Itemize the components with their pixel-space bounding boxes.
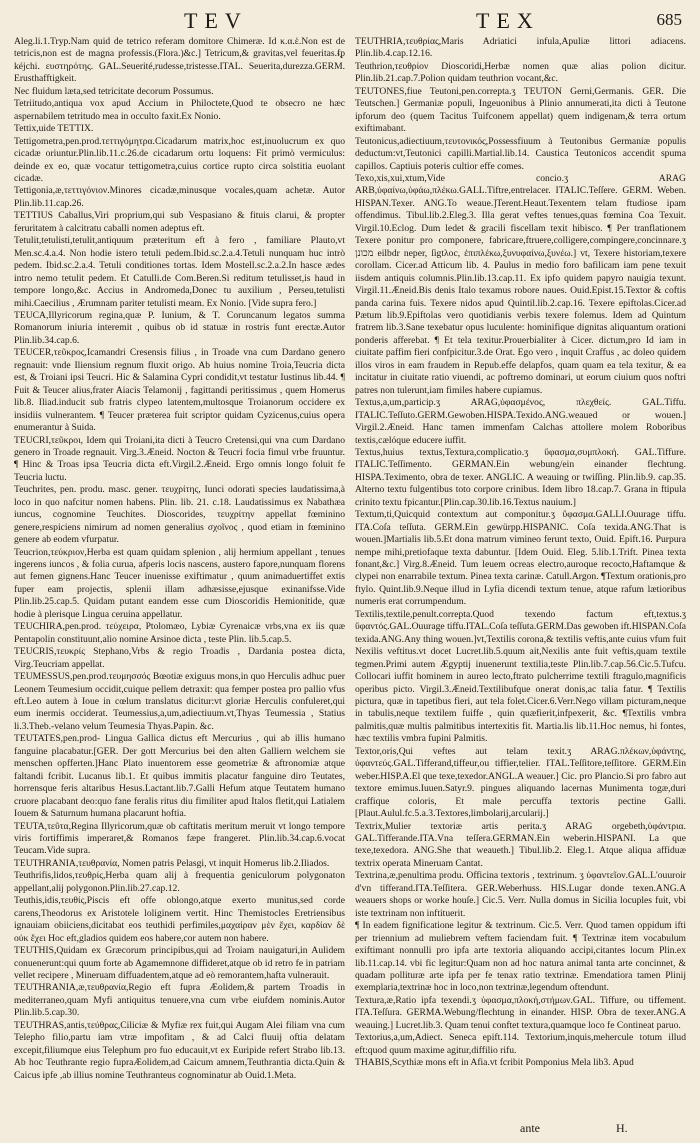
dictionary-entry: Tettigonia,æ,τεττιγόνιον.Minores cicadæ,minusque vocales,quam achetæ. Autor Plin.lib.11.cap.26.	[14, 185, 345, 209]
dictionary-entry: TEUTONES,fiue Teutoni,pen.correpta.ʒ TEUTON Gerni,Germanis. GER. Die Teutschen.] Germaniæ populi, Ingeuonibus à Plinio annumerati,ita dicti à Teutone ipforum deo (quem Tacitus Tuifconem appellat) quem indigenam,& terra ortum exiftimabant.	[355, 85, 686, 135]
dictionary-entry: Textilis,textile,penult.correpta.Quod texendo factum eft,textus.ʒ ὕφαντός.GAL.Ouurage tiffu.ITAL.Coſa teſſuta.GERM.Das gewoben ift.HISPAN.Coſa texida.ANG.Any thing wouen.]vt,Textilis corona,& textilis veftis,ante cuius vfum fuit Nexilis veftitus.vt docet Lucret.lib.5.quum ait,Nexilis ante fuit veftis,quam textile tegmen.Primi autem Ægyptij inuenerunt textilia,teste Plin.lib.7.cap.56.Cic.5.Tufcu. Collocari iuffit hominem in aureo lecto,ftrato pulcherrime textili ftragulo,magnificis operibus picto. Virgil.3.Æneid.Textilibufque onerat donis,ac talia fatur. ¶ Textilis pictura, quæ in tapetibus fieri, aut tela folet.Cicer.6.Verr.Nego villam picturam,neque in tabulis,neque textilem fuiffe , quin quæfierit,infpexerit, &c. ¶Textilis vmbra palmitis,quæ multis palmitibus intertexitis fit. Martia.lis lib.11.Hoc nemus, hi fontes, hæc textilis vmbra fupini Palmitis.	[355, 608, 686, 745]
dictionary-entry: Teuthrion,τευθρίον Dioscoridi,Herbæ nomen quæ alias polion dicitur. Plin.lib.21.cap.7.Polion quidam teuthrion vocant,&c.	[355, 60, 686, 85]
dictionary-entry: TEUMESSUS,pen.prod.τευμησσός Bœotiæ exiguus mons,in quo Herculis adhuc puer Leonem Teumesium occidit,cuique pellem detraxit: qua femper postea pro pallio vfus eft.Leo autem à Ioue in cœlum translatus dicitur:vt gloriæ Herculis confuleret,qui eum inermis occiderat. Teumessius,a,um,adiectiuum.vt,Thyas Teumessia , Statius li.3.Theb.-velano velum Teumesia Thyas.Papin. &c.	[14, 671, 345, 732]
dictionary-entry: Textura,æ,Ratio ipfa texendi.ʒ ὑφασμα,πλοκή,στήμων.GAL. Tiffure, ou tiffement. ITA.Teſſura. GERMA.Webung/flechtung in einander. HISP. Obra de texer.ANG.A weauing.] Lucret.lib.3. Quam tenui conftet textura,quamque loco fe Contineat paruo.	[355, 994, 686, 1031]
dictionary-entry: Textrina,æ,penultima produ. Officina textoris , textrinum. ʒ ὑφαντεῖον.GAL.L'ouuroir d'vn tifferand.ITA.Teſſitera. GER.Weberhuss. HIS.Lugar donde texen.ANG.A weauers shops or worke houſe.] Cic.5. Verr. Nulla domus in Sicilia locuples fuit, vbi iste textrinam non inftituerit.	[355, 870, 686, 919]
dictionary-entry: Tettigometra,pen.prod.τεττιγόμητρα.Cicadarum matrix,hoc est,inuolucrum ex quo cicadæ oriuntur.Plin.lib.11.c.26.de cicadarum ortu loquens: Fit primò vermiculus: deinde ex eo, quæ vocatur tettigometra,cuius cortice rupto circa solstitia euolant cicadæ.	[14, 135, 345, 184]
dictionary-entry: TEUCRIS,τευκρίς Stephano,Vrbs & regio Troadis , Dardania postea dicta, Virg.Teucriam appellat.	[14, 646, 345, 670]
dictionary-entry: Nec fluidum læta,sed tetricitate decorum Possumus.	[14, 85, 214, 97]
dictionary-entry: Textrix,Mulier textoriæ artis perita.ʒ ARAG orgebeth,ὑφάντρια. GAL.Tifferande.ITA.Vna teſſera.GERMAN.Ein weberin.HISPANI. La que texe,texedora. ANG.She that weaueth.] Tibul.lib.2. Eleg.1. Atque aliqua affiduæ textrix operata Mineruam Cantat.	[355, 820, 686, 869]
catchword-ante: ante	[520, 1121, 540, 1135]
dictionary-entry: Teucrion,τεύκριον,Herba est quam quidam splenion , alij hermium appellant , tenues ingerens iuncos , & folia curua, afperis locis nascens, austero fapore,nunquam florens aut femen gignens.Hanc Teucer inuenisse exiftimatur , quum animaduertiffet extis fuper eam projectis, splenii illam adhæsisse,ejusque exinanifsse.Vide Plin.lib.25.cap.5. Quidam putant eandem esse cum Dioscoridis Hemionitide, quæ hodie à plerisque Lingua ceruina appellatur.	[14, 546, 345, 620]
running-head-left: TEV	[184, 8, 248, 33]
running-head-right: TEX	[476, 8, 540, 33]
dictionary-entry: TEUCA,Illyricorum regina,quæ P. Iunium, & T. Coruncanum legatos summa Romanorum iniuria interemit , quibus ob id statuæ in rostris funt erectæ.Autor Plin.lib.34.cap.6.	[14, 309, 345, 346]
text-columns	[14, 36, 686, 1117]
dictionary-entry: Tetulit,tetulisti,tetulit,antiquum præteritum eft à fero , familiare Plauto,vt Men.sc.4.a.4. Non hodie istero tetuli pedem.Ibid.sc.2.a.4.Tetuli nunquam huc intrò pedem. Ibid.sc.2.a.4. Tetuli conditiones tortas. Idem Mostell.sc.2.a.2.In hasce ædes intro nemo tetulit pedem. Et Catulli.de Com.Beren.Si reditum tetulisset,is haud in tempore longo,&c. Accius in Andromeda,Donec tu auxilium , Perseu,tetulisti mihi.Caecilius , Ærumnam pariter tetulisti meam. Ex Nonio. [Vide supra fero.]	[14, 235, 345, 309]
dictionary-entry: TEUCER,τεῦκρος,Icamandri Cresensis filius , in Troade vna cum Dardano genero regnauit: vnde Iliensium regnum fluxit origo. Ab huius nomine Troia,Teucria dicta est, & Troiani ipsi Teucri. Hic & Salamina Cypri condidit,vt testatur Iustinus lib.44. ¶ Fuit & Teucer alius,frater Aiacis Telamonij , fagittandi peritissimus , quem Homerus lib.8. Iliad.inducit sub fratris clypeo latentem,multosque Troianorum occidere ex insidiis vulnerantem. ¶ Teucer præterea fuit scriptor quidam Cyzicenus,cuius opera enumerantur à Suida.	[14, 347, 345, 434]
dictionary-entry: Textorius,a,um,Adiect. Seneca epift.114. Textorium,inquis,mehercule totum illud eft:quod quum maxime agitur,diffilio rifu.	[355, 1032, 686, 1056]
catchword-h: H.	[616, 1121, 628, 1135]
signature-line	[0, 1121, 700, 1137]
dictionary-entry: TEUCRI,τεῦκροι, Idem qui Troiani,ita dicti à Teucro Cretensi,qui vna cum Dardano genero in Troade regnauit. Virg.3.Æneid. Nocton & Teucri focia fimul vrbe fruuntur. ¶ Hinc & Troas ipsa Teucria dicta eft.Virgil.2.Æneid. Ergo omnis longo foluit fe Teucria luctu.	[14, 434, 345, 483]
dictionary-entry: Textus,a,um,particip.ʒ ARAG,ὑφασμένος, πλεχθείς. GAL.Tiffu. ITALIC.Teſſuto.GERM.Gewoben.HISPA.Texido.ANG.weaued or wouen.] Virgil.2.Æneid. Hanc tamen immenfam Calchas attollere molem Roboribus textis,cælóque educere iuffit.	[355, 397, 686, 446]
dictionary-entry: TEUTHRIA,τευθρίας,Maris Adriatici infula,Apuliæ littori adiacens. Plin.lib.4.cap.12.16.	[355, 36, 686, 60]
dictionary-entry: TEUTHIS,Quidam ex Græcorum principibus,qui ad Troiam nauigaturi,in Aulidem conuenerunt:qui quum forte ab Agamemnone diffideret,atque ob id retro fe in patriam vellet recipere , Mineruam diffuadentem,atque ad eò remorantem,hafta vulnerauit.	[14, 945, 345, 981]
dictionary-entry: Tettix,uide TETTIX.	[14, 123, 94, 135]
dictionary-entry: TETTIUS Caballus,Viri proprium,qui sub Vespasiano & fituis clarui, & propter feruritatem à calcitratu caballi nomen adeptus eft.	[14, 210, 345, 234]
dictionary-entry: Tetriitudo,antiqua vox apud Accium in Philoctete,Quod te obsecro ne hæc aspernabilem tetritudo mea in occulto faxit.Ex Nonio.	[14, 98, 345, 122]
dictionary-entry: Teuchrites, pen. produ. masc. gener. τευχρίτης, Iunci odorati species laudatissima,à loco in quo nafcitur nomen habens. Plin. lib. 21. c.18. Laudatissimus ex Nabathæa iuncus, cognomine Teuchites. Dioscorides, τευχρίτην appellat fœminino genere,respiciens nimirum ad nomen generalius σχοῖνος , quod etiam in fœminino genere ab eodem vfurpatur.	[14, 484, 345, 546]
dictionary-entry: Teuthrifis,lidos,τευθρίς,Herba quam alij à frequentia geniculorum polygonaton appellant,alij polygonon.Plin.lib.27.cap.12.	[14, 870, 345, 894]
left-column	[14, 36, 345, 1117]
dictionary-entry: Teutonicus,adiectiuum,τευτονικός,Possessfiuum à Teutonibus Germaniæ populis deductum:vt,Teutonici capilli.Martial.lib.14. Caustica Teutonicos accendit spuma capillos. Captiuis poteris cultior effe comes.	[355, 135, 686, 172]
dictionary-entry: Aleg.li.1.Tryp.Nam quid de tetrico referam domitore Chimeræ. Id κ.α.ἑ.Non est de tetricis,non est de magna professis.(Flora.)&c.] Tetricum,& gravitas,vel feueritas.ᵮᵱ kéjchi. ευστηρότης. GAL.Seuerité,rudesse,tristesse.ITAL. Seuerita,durezza.GERM. Erusthafftigkeit.	[14, 36, 345, 85]
dictionary-entry: Textus,huius textus,Textura,complicatio.ʒ ὕφασμα,συμπλοκή. GAL.Tiffure. ITALIC.Teſſimento. GERMAN.Ein webung/ein einander flechtung. HISPA.Teximento, obra de texer. ANGLIC. A weauing or twiſſing. Plin.lib.9. cap.35. Alterno textu fulgentibus toto corpore crinibus. Idem libro 18.cap.7. Grana in ftipula crinito textu fpicantur.[Plin.cap.30.lib.16.Textus nauium.]	[355, 446, 686, 508]
dictionary-entry: Texo,xis,xui,xtum,Vide concio.ʒ ARAG ARB,ὑφαίνω,ὑφάω,πλέκω.GALL.Tiftre,entrelacer. ITALIC.Teſſere. GERM. Weben. HISPAN.Texer. ANG.To weaue.]Terent.Heaut.Texentem telam ftudiose ipam offendimus. Tibul.lib.2.Eleg.3. Illa gerat veftes tenues,quas fœmina Coa Texuit. Virgil.10.Eclog. Dum ledet & gracili fiscellam texit hibisco. ¶ Per tranflationem Texere ponitur pro componere, fabricare,ftruere,colligere,compingere,concinnare.ʒ מכונן eilbdr neper, ſigtλoc, ἐπιπλέκω,ξυνυφαίνω,ξυνέω.] vt, Texere historiam,texere corollam. Cicer.ad Atticum lib. 4. Paulus in medio foro bafilicam iam pene texuit iisdem antiquis columnis.Plin.lib.13.cap.11. Ex ipfo quidem papyro nauigia texunt. Virgil.11.Æneid.Bis denis Italo texamus robore naues. Ouid.Epist.15.Textor & coftis panda carina fuis. Texere nidos apud Quintil.lib.2.cap.16. Texere epiftolas.Cicer.ad Pætum lib.9.Epiftolas vero quotidianis verbis texere folemus. Idem ad Quintum fratrem lib.3.Sane texebatur opus luculente: hominifique dignitas aliquantum orationi ponderis afferebat. ¶ Et tela texitur.Prouerbialiter à Cicer. dictum,pro Id iam in ciuitate paffim fieri confpicitur.3.de Orat. Ego vero , inquit Craffus , ac doleo quidem illos viros in eam fraudem in Repub.effe delapfos, quam quam ea tela texitur, & ea incitatur in ciuitate ratio viuendi, ac poftremo dominari, ut eorum ciuium quos noftri patres non tulerunt,iam fimiles habere cupiamus.	[355, 172, 686, 396]
dictionary-entry: Teuthis,idis,τευθίς,Piscis eft offe oblongo,atque exerto munitus,sed corde carens,Theodorus ex Aristotele loliginem vertit. Hinc Themistocles Eretriensibus ignauiam obiiciens,dicitabat eos teuthidi perfimiles,μαχαίραν μὲν ἔχει, καρδίαν δὲ οὐκ ἔχει Hoc eft,gladios quidem eos habere,cor autem non habere.	[14, 895, 345, 944]
right-column	[355, 36, 686, 1117]
dictionary-entry: TEUTATES,pen.prod- Lingua Gallica dictus eft Mercurius , qui ab illis humano fanguine placabatur.[GER. Der gott Mercurius bei den alten Galliern welchem sie menschen opfferten.]Hanc Plato inuentorem esse geometriæ & aftronomiæ atque faltandi fcribit. Lucanus lib.1. Et quibus immitis placatur fanguine diro Teutates, horrensque feris altaribus Hesus.Lactant.lib.7.Galli Hefum atque Teutatem humano cruore placabant deo:quo fane feralis ritus diu fimiliter apud Italos fletit,qui Latialem Iouem & Saturnum humana placarunt hoftia.	[14, 733, 345, 820]
dictionary-entry: TEUCHIRA,pen.prod. τεύχειρα, Ptolomæo, Lybiæ Cyrenaicæ vrbs,vna ex iis quæ Pentapolin constituunt,alio nomine Arsinoe dicta , teste Plin. lib.5.cap.5.	[14, 621, 345, 645]
dictionary-entry: TEUTHRANIA,æ,τευθρανία,Regio eft fupra Æolidem,& partem Troadis in mediterraneo,quam Myfi antiquitus tenuere,vna cum vrbe eiufdem nominis.Autor Plin.lib.5.cap.30.	[14, 982, 345, 1019]
dictionary-entry: ¶ In eadem fignificatione legitur & textrinum. Cic.5. Verr. Quod tamen oppidum ifti per triennium ad muliebrem veftem faciendam fuit. ¶ Textrinæ item vocabulum exiftimant nonnulli pro ipfa arte textoria aliquando accipi,citantes locum Plin.ex lib.11.cap.14. vbi fic legitur:Quam non ad hoc natura animal tanta arte concinnet, & quadam pollituræ arte ipfa per fe tenax ratio textrinæ. Emendatiora tamen Plinij exemplaria,textrinæ hoc in loco,non textrinæ,legendum oftendunt.	[355, 920, 686, 994]
page-number: 685	[656, 10, 682, 29]
dictionary-entry: TEUTA,τεῦτα,Regina Illyricorum,quæ ob caftitatis meritum meruit vt longo tempore viris fortiffimis imperaret,& Romanos fæpe frangeret. Plin.lib.34.cap.6.vocat Teucam.Vide supra.	[14, 820, 345, 857]
dictionary-entry: TEUTHRANIA,τευθρανία, Nomen patris Pelasgi, vt inquit Homerus lib.2.Iliados.	[14, 857, 330, 869]
dictionary-entry: Textum,ti,Quicquid contextum aut componitur.ʒ ὕφασμα.GALLI.Ouurage tiffu. ITA.Coſa teſſuta. GERM.Ein gewürpp.HISPANIC. Coſa texida.ANG.That is wouen.]Martialis lib.5.Et dona matrum vimineo ferunt texto, Ouid. Epift.16. Purpura nempe mihi,pretiofaque texta dabuntur. [Idem Ouid. Eleg. 5.lib.1.Trift. Pinea texta fonant,&c.] Virg.8.Æneid. Tum leuem ocreas electro,auroque recocto,Haftamque & clypei non enarrabile textum. Pinea texta carinæ. Catull.Argon. ¶Textum orationis,pro ftylo. Quint.lib.9.Neque illud in Lyfia dicendi textum tenue, atque rafum lætioribus numeris erat corrumpendum.	[355, 509, 686, 608]
dictionary-entry: THABIS,Scythiæ mons eft in Afia.vt fcribit Pomponius Mela lib3. Apud	[355, 1057, 634, 1069]
dictionary-entry: TEUTHRAS,antis,τεύθρας,Ciliciæ & Myfiæ rex fuit,qui Augam Alei filiam vna cum Telepho filio,partu iam vtræ impofitam , & ad Calci fluuij oftia delatam excepit,filiumque eius Telephum pro fuo educauit,vt ex Euripide refert Strabo lib.13. Ab hoc Teuthrante regio fupraÆolidem,ad Caicum amnem,Teuthrantia dicta.Quin & Caicus ipfe ,ab illius nomine Teuthranteus cognominatur ab Ouid.1.Meta.	[14, 1019, 345, 1081]
dictionary-entry: Textor,oris,Qui veftes aut telam texit.ʒ ARAG.πλέκων,ὑφάντης, ὑφαντεύς.GAL.Tifferand,tiffeur,ou tiffier,telier. ITAL.Teſſitore,teſſitore. GERM.Ein weber.HISP.A.El que texe,texedor.ANGL.A weauer.] Cic. pro Plancio.Si pro fabro aut textore emimus.Iuuen.Satyr.9. pingues aliquando lacernas Munimenta togæ,duri craffique coloris, Et male percuffa textoris pectine Galli.[Plaut.Aulul.fc.5.a.3.Textores,limbolarij,arcularij.]	[355, 745, 686, 820]
page-header	[14, 8, 686, 34]
